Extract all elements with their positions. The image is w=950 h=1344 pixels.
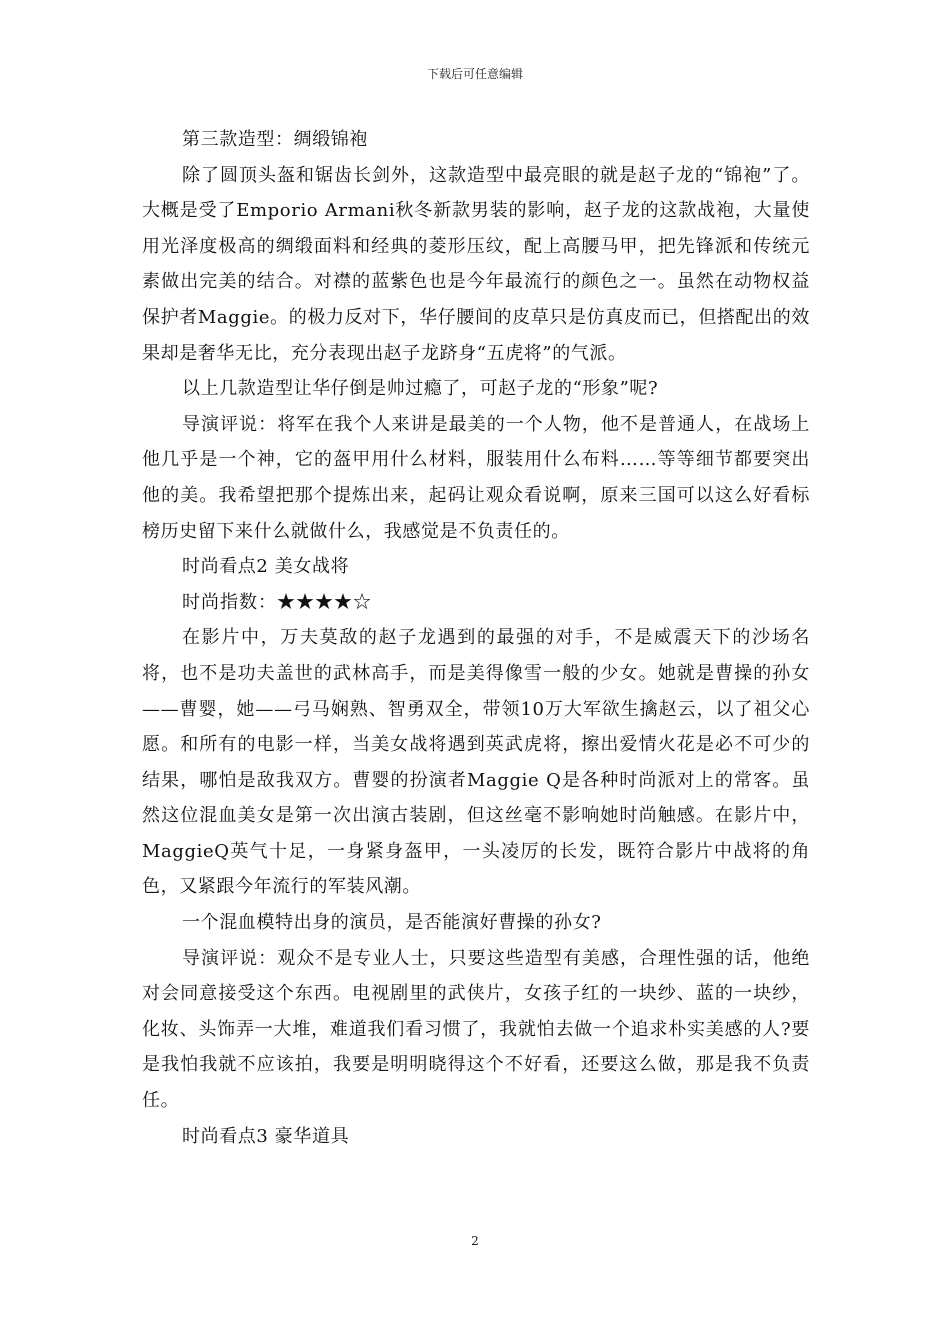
- paragraph-brocade-robe: 除了圆顶头盔和锯齿长剑外，这款造型中最亮眼的就是赵子龙的“锦袍”了。大概是受了Emporio Armani秋冬新款男装的影响，赵子龙的这款战袍，大量使用光泽度极高的绸缎面料和经典的菱形压纹，配上高腰马甲，把先锋派和传统元素做出完美的结合。对襟的蓝紫色也是今年最流行的颜色之一。虽然在动物权益保护者Maggie。的极力反对下，华仔腰间的皮草只是仿真皮而已，但搭配出的效果却是奢华无比，充分表现出赵子龙跻身“五虎将”的气派。: [142, 164, 810, 364]
- paragraph-director-comment-1: 导演评说：将军在我个人来讲是最美的一个人物，他不是普通人，在战场上他几乎是一个神，它的盔甲用什么材料，服装用什么布料……等等细节都要突出他的美。我希望把那个提炼出来，起码让观众看说啊，原来三国可以这么好看标榜历史留下来什么就做什么，我感觉是不负责任的。: [142, 413, 810, 542]
- section-heading-highlight-2: 时尚看点2 美女战将: [182, 556, 350, 578]
- paragraph-actress-question: 一个混血模特出身的演员，是否能演好曹操的孙女?: [182, 912, 602, 934]
- page-header: 下载后可任意编辑: [426, 67, 523, 81]
- paragraph-director-comment-2: 导演评说：观众不是专业人士，只要这些造型有美感，合理性强的话，他绝对会同意接受这个东西。电视剧里的武侠片，女孩子红的一块纱、蓝的一块纱，化妆、头饰弄一大堆，难道我们看习惯了，我就怕去做一个追求朴实美感的人?要是我怕我就不应该拍，我要是明明晓得这个不好看，还要这么做，那是我不负责任。: [142, 947, 810, 1112]
- fashion-index-rating: 时尚指数：★★★★☆: [182, 591, 372, 613]
- paragraph-female-general: 在影片中，万夫莫敌的赵子龙遇到的最强的对手，不是威震天下的沙场名将，也不是功夫盖世的武林高手，而是美得像雪一般的少女。她就是曹操的孙女——曹婴，她——弓马娴熟、智勇双全，带领10万大军欲生擒赵云，以了祖父心愿。和所有的电影一样，当美女战将遇到英武虎将，擦出爱情火花是必不可少的结果，哪怕是敌我双方。曹婴的扮演者Maggie Q是各种时尚派对上的常客。虽然这位混血美女是第一次出演古装剧，但这丝毫不影响她时尚触感。在影片中，MaggieQ英气十足，一身紧身盔甲，一头凌厉的长发，既符合影片中战将的角色，又紧跟今年流行的军装风潮。: [142, 627, 810, 898]
- section-heading-style-3: 第三款造型：绸缎锦袍: [182, 129, 368, 150]
- section-heading-highlight-3: 时尚看点3 豪华道具: [182, 1125, 350, 1147]
- paragraph-image-question: 以上几款造型让华仔倒是帅过瘾了，可赵子龙的“形象”呢?: [182, 378, 659, 400]
- document-body: [142, 122, 810, 1154]
- page-number: 2: [471, 1234, 479, 1248]
